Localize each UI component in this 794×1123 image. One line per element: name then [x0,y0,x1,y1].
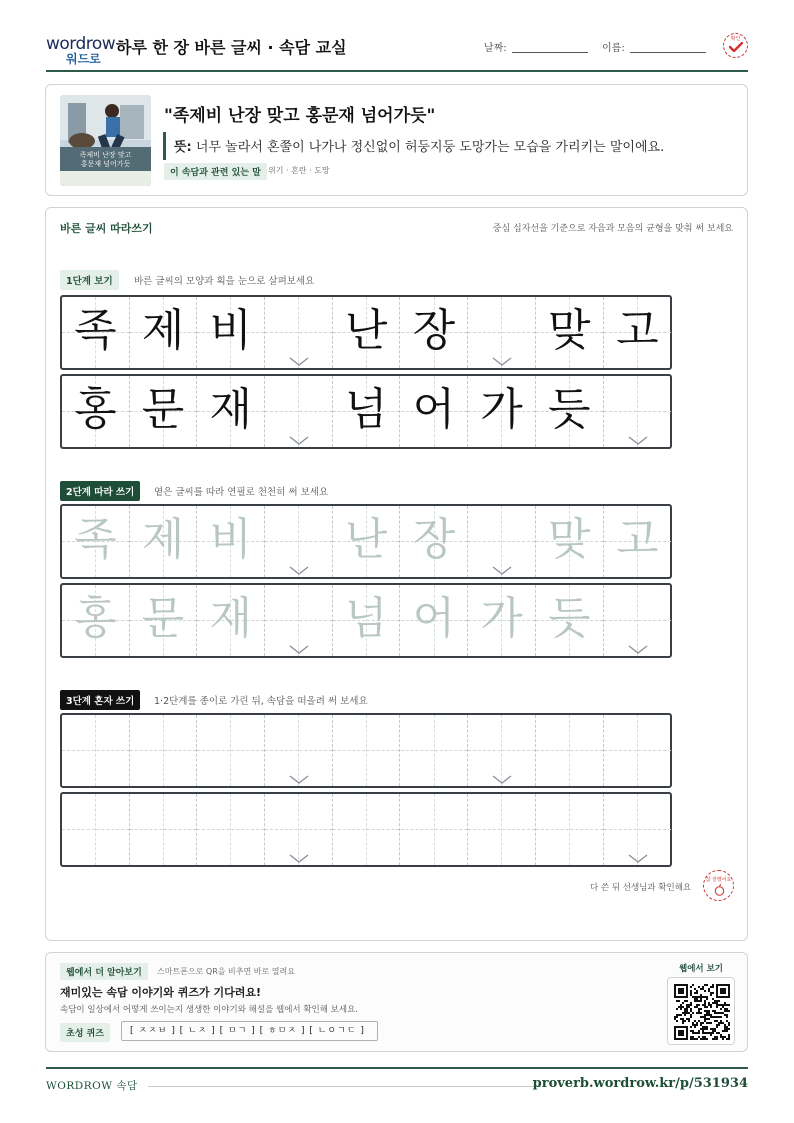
page-header [46,30,748,72]
hangul-glyph: 제 [141,514,185,565]
hangul-glyph: 어 [412,384,456,435]
hangul-glyph: 넘 [344,593,388,644]
writing-cell[interactable] [468,585,536,656]
writing-cell[interactable] [401,585,469,656]
hangul-glyph: 홍 [74,384,117,435]
step-3-desc: 1·2단계를 종이로 가린 뒤, 속담을 떠올려 써 보세요 [154,696,368,707]
writing-row[interactable] [60,713,672,788]
writing-cell[interactable] [536,376,604,447]
proverb-text: "족제비 난장 맞고 홍문재 넘어가듯" [164,106,436,126]
quiz-label: 초성 퀴즈 [60,1023,110,1042]
space-mark-icon [628,640,648,659]
step-2-desc: 옅은 글씨를 따라 연필로 천천히 써 보세요 [154,487,329,498]
writing-cell[interactable] [333,715,401,786]
hangul-glyph: 족 [74,305,117,356]
hangul-glyph: 고 [616,305,659,356]
hangul-glyph: 장 [412,514,456,565]
web-hint: 스마트폰으로 QR을 비추면 바로 열려요 [157,967,295,976]
web-headline: 재미있는 속담 이야기와 퀴즈가 기다려요! [60,986,261,999]
writing-cell[interactable] [536,585,604,656]
writing-cell[interactable] [197,715,265,786]
name-label: 이름: [602,43,625,54]
writing-cell[interactable] [265,715,333,786]
hangul-glyph: 고 [616,514,659,565]
hangul-glyph: 맞 [547,305,591,356]
hangul-glyph: 어 [412,593,456,644]
name-field[interactable] [630,52,706,53]
page-footer [46,1067,748,1097]
proverb-illustration [60,95,151,186]
initial-sound-quiz: [ ㅈㅈㅂ ] [ ㄴㅈ ] [ ㅁㄱ ] [ ㅎㅁㅈ ] [ ㄴㅇㄱㄷ ] [121,1021,378,1041]
hangul-glyph: 비 [209,514,252,565]
hangul-glyph: 넘 [344,384,388,435]
teacher-stamp-text: 참 잘했어요 [705,877,732,883]
writing-cell[interactable] [62,506,130,577]
writing-cell[interactable] [333,506,401,577]
confirm-stamp-text: 확인 [730,36,741,42]
date-field[interactable] [512,52,588,53]
space-mark-icon [492,352,512,371]
date-label: 날짜: [484,43,507,54]
writing-cell[interactable] [536,794,604,865]
writing-cell[interactable] [468,794,536,865]
writing-cell[interactable] [197,376,265,447]
space-mark-icon [289,561,309,580]
logo: wordrow [46,34,116,54]
page-title: 하루 한 장 바른 글씨 · 속담 교실 [116,38,347,57]
hangul-glyph: 맞 [547,514,591,565]
qr-code-icon [674,984,730,1040]
space-mark-icon [492,770,512,789]
teacher-stamp [703,870,734,901]
step-1-label: 1단계 보기 [60,270,119,290]
hangul-glyph: 족 [74,514,117,565]
writing-cell[interactable] [265,297,333,368]
writing-cell[interactable] [62,376,130,447]
writing-cell[interactable] [333,297,401,368]
hangul-glyph: 듯 [547,593,591,644]
writing-cell[interactable] [401,715,469,786]
writing-cell[interactable] [130,585,198,656]
writing-cell[interactable] [197,794,265,865]
writing-cell[interactable] [604,794,672,865]
space-mark-icon [289,431,309,450]
space-mark-icon [492,561,512,580]
hangul-glyph: 제 [141,305,185,356]
space-mark-icon [628,431,648,450]
writing-cell[interactable] [197,506,265,577]
writing-cell[interactable] [62,715,130,786]
hangul-glyph: 재 [209,593,252,644]
writing-cell[interactable] [604,297,672,368]
writing-cell[interactable] [197,585,265,656]
writing-row[interactable] [60,295,672,370]
hangul-glyph: 문 [141,593,185,644]
writing-row[interactable] [60,504,672,579]
space-mark-icon [289,770,309,789]
hangul-glyph: 홍 [74,593,117,644]
writing-cell[interactable] [401,506,469,577]
hangul-glyph: 난 [344,514,388,565]
proverb-meaning: 뜻: 너무 놀라서 혼쭐이 나가나 정신없이 허둥지둥 도망가는 모습을 가리키는 말이에요. [174,140,665,155]
footer-brand: WORDROW 속담 [46,1080,138,1092]
writing-cell[interactable] [604,506,672,577]
writing-row[interactable] [60,792,672,867]
writing-cell[interactable] [468,297,536,368]
writing-cell[interactable] [604,715,672,786]
writing-cell[interactable] [468,715,536,786]
logo-subtitle: 워드로 [66,52,101,66]
writing-cell[interactable] [130,376,198,447]
qr-label: 웹에서 보기 [679,964,724,974]
writing-cell[interactable] [468,506,536,577]
practice-title: 바른 글씨 따라쓰기 [60,222,153,235]
writing-cell[interactable] [197,297,265,368]
meaning-bar [163,132,166,160]
related-words-label: 이 속담과 관련 있는 말 [164,163,267,180]
writing-cell[interactable] [401,794,469,865]
hangul-glyph: 듯 [547,384,591,435]
writing-cell[interactable] [265,506,333,577]
practice-hint: 중심 십자선을 기준으로 자음과 모음의 균형을 맞춰 써 보세요 [492,224,733,234]
proverb-card [45,84,748,196]
writing-cell[interactable] [604,376,672,447]
writing-cell[interactable] [604,585,672,656]
writing-cell[interactable] [536,297,604,368]
hangul-glyph: 난 [344,305,388,356]
checkmark-icon [729,42,743,52]
writing-cell[interactable] [265,376,333,447]
footer-url[interactable]: proverb.wordrow.kr/p/531934 [532,1076,748,1091]
space-mark-icon [289,849,309,868]
writing-cell[interactable] [130,715,198,786]
hangul-glyph: 장 [412,305,456,356]
writing-cell[interactable] [62,585,130,656]
writing-row[interactable] [60,583,672,658]
qr-code[interactable] [667,977,735,1045]
hangul-glyph: 재 [209,384,252,435]
writing-cell[interactable] [130,297,198,368]
confirm-stamp [723,33,748,58]
thumb-title: 족제비 난장 맞고 홍문재 넘어가듯 [79,151,132,168]
writing-row[interactable] [60,374,672,449]
writing-cell[interactable] [536,506,604,577]
writing-cell[interactable] [468,376,536,447]
writing-cell[interactable] [401,297,469,368]
step-3-label: 3단계 혼자 쓰기 [60,690,140,710]
footer-divider [148,1086,540,1087]
hangul-glyph: 비 [209,305,252,356]
hangul-glyph: 가 [480,593,523,644]
space-mark-icon [628,849,648,868]
hangul-glyph: 가 [480,384,523,435]
teacher-note: 다 쓴 뒤 선생님과 확인해요 [590,883,692,893]
web-description: 속담이 일상에서 어떻게 쓰이는지 생생한 이야기와 해설을 웹에서 확인해 보세요. [60,1005,358,1015]
space-mark-icon [289,640,309,659]
writing-cell[interactable] [62,297,130,368]
writing-cell[interactable] [333,794,401,865]
apple-icon [714,883,725,896]
writing-cell[interactable] [265,585,333,656]
writing-cell[interactable] [265,794,333,865]
writing-cell[interactable] [333,376,401,447]
step-1-desc: 바른 글씨의 모양과 획을 눈으로 살펴보세요 [134,276,315,287]
step-2-label: 2단계 따라 쓰기 [60,481,140,501]
web-card [45,952,748,1052]
writing-cell[interactable] [401,376,469,447]
related-words: 위기 · 혼란 · 도망 [268,166,330,175]
writing-cell[interactable] [62,794,130,865]
hangul-glyph: 문 [141,384,185,435]
writing-cell[interactable] [536,715,604,786]
space-mark-icon [289,352,309,371]
writing-cell[interactable] [130,506,198,577]
web-tag: 웹에서 더 알아보기 [60,963,148,980]
writing-cell[interactable] [333,585,401,656]
writing-cell[interactable] [130,794,198,865]
